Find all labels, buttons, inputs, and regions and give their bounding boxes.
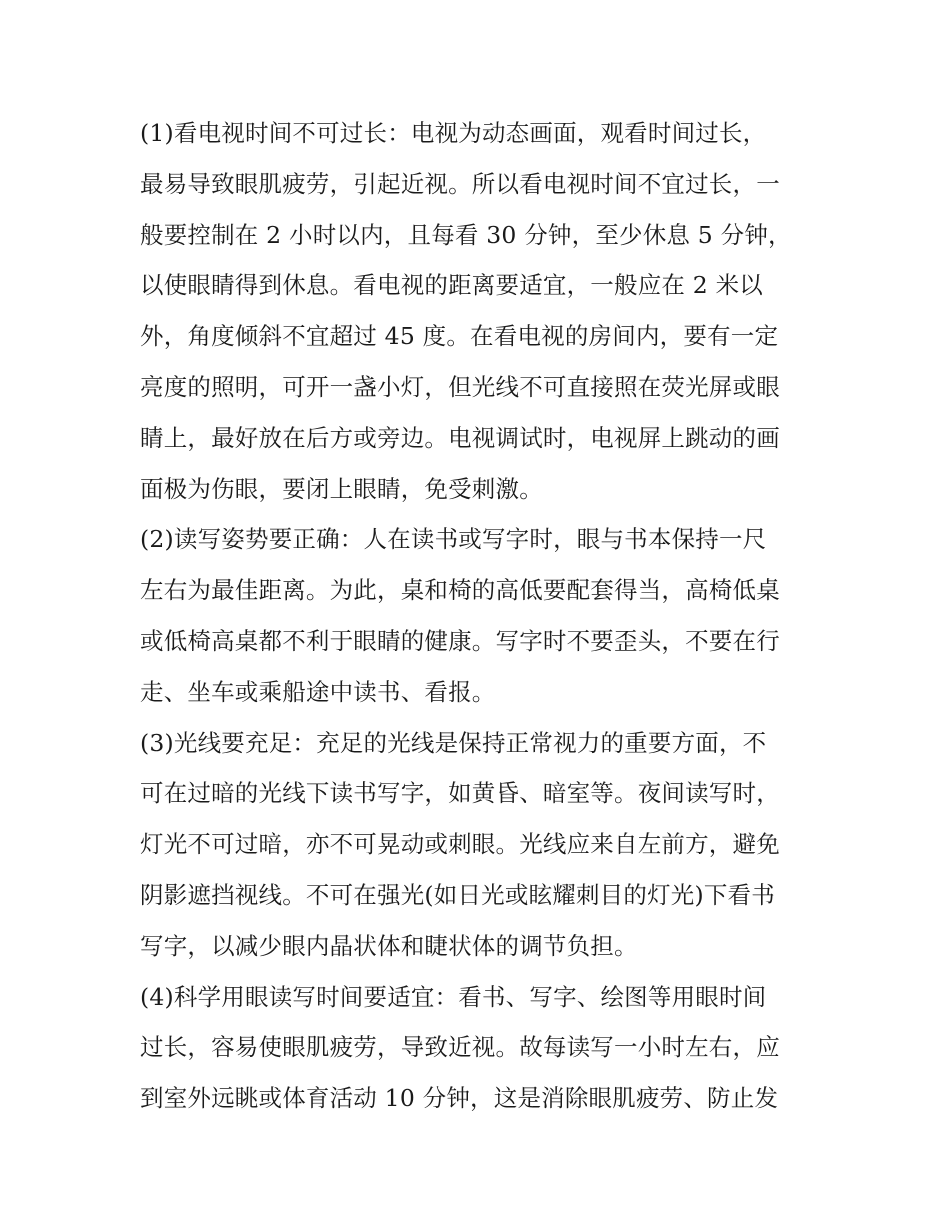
text-line: (3)光线要充足：充足的光线是保持正常视力的重要方面，不	[140, 728, 767, 757]
text-line: (4)科学用眼读写时间要适宜：看书、写字、绘图等用眼时间	[140, 982, 767, 1011]
text-line: (2)读写姿势要正确：人在读书或写字时，眼与书本保持一尺	[140, 525, 767, 554]
text-line: 走、坐车或乘船途中读书、看报。	[140, 677, 496, 706]
text-line: 最易导致眼肌疲劳，引起近视。所以看电视时间不宜过长，一	[140, 169, 780, 198]
document-body	[140, 108, 820, 1124]
text-line: 阴影遮挡视线。不可在强光(如日光或眩耀刺目的灯光)下看书	[140, 880, 775, 909]
text-line: 以使眼睛得到休息。看电视的距离要适宜，一般应在 2 米以	[140, 271, 763, 300]
text-line: 过长，容易使眼肌疲劳，导致近视。故每读写一小时左右，应	[140, 1033, 780, 1062]
text-line: 外，角度倾斜不宜超过 45 度。在看电视的房间内，要有一定	[140, 322, 779, 351]
text-line: 灯光不可过暗，亦不可晃动或刺眼。光线应来自左前方，避免	[140, 830, 780, 859]
text-line: (1)看电视时间不可过长：电视为动态画面，观看时间过长，	[140, 119, 767, 147]
text-line: 般要控制在 2 小时以内，且每看 30 分钟，至少休息 5 分钟，	[140, 220, 792, 249]
text-line: 亮度的照明，可开一盏小灯，但光线不可直接照在荧光屏或眼	[140, 372, 780, 401]
text-line: 睛上，最好放在后方或旁边。电视调试时，电视屏上跳动的画	[140, 423, 780, 452]
text-line: 面极为伤眼，要闭上眼睛，免受刺激。	[140, 474, 543, 503]
text-line: 左右为最佳距离。为此，桌和椅的高低要配套得当，高椅低桌	[140, 576, 780, 605]
text-line: 到室外远眺或体育活动 10 分钟，这是消除眼肌疲劳、防止发	[140, 1084, 779, 1113]
text-line: 可在过暗的光线下读书写字，如黄昏、暗室等。夜间读写时，	[140, 779, 780, 808]
text-line: 写字，以减少眼内晶状体和睫状体的调节负担。	[140, 931, 638, 960]
text-line: 或低椅高桌都不利于眼睛的健康。写字时不要歪头，不要在行	[140, 626, 780, 655]
